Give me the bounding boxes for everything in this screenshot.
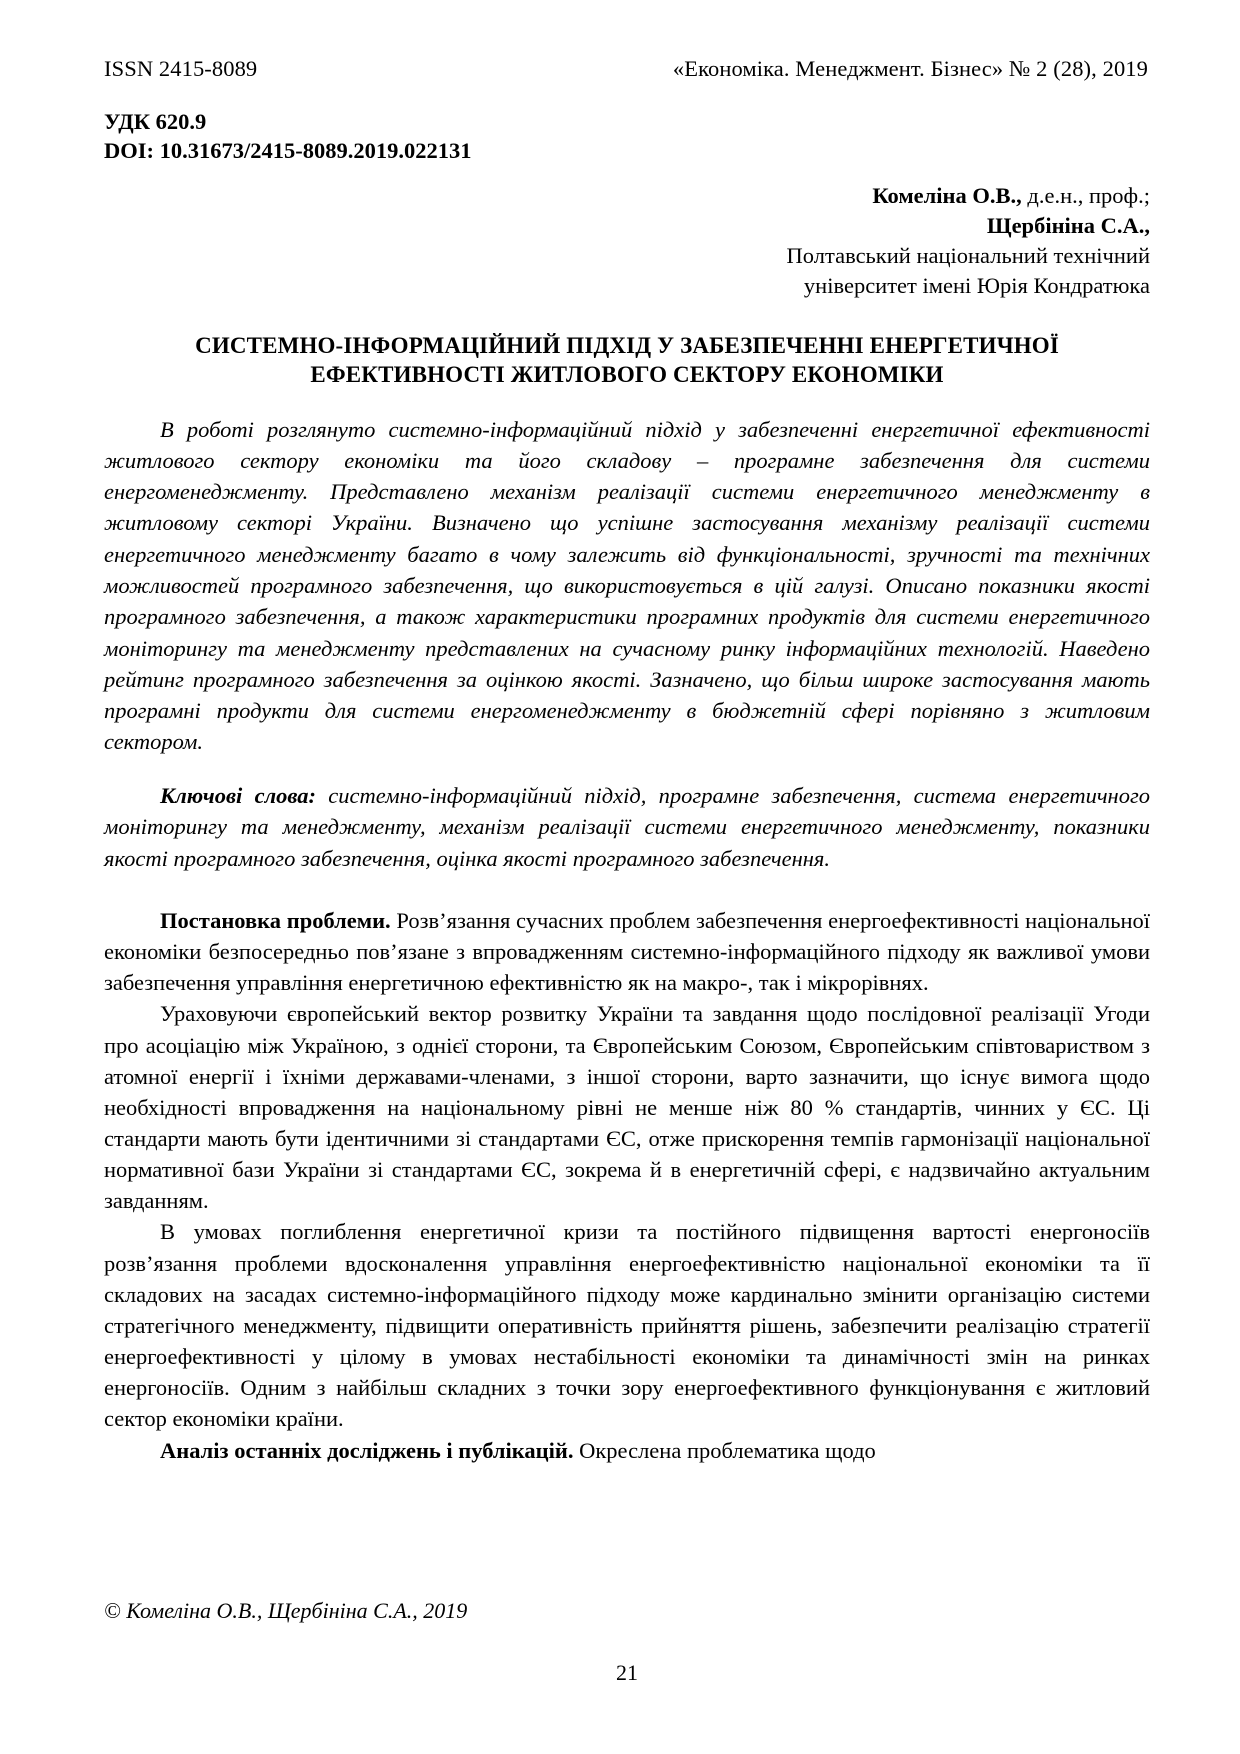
section-heading-problem-statement: Постановка проблеми. xyxy=(160,907,391,933)
body-paragraph-1 xyxy=(104,905,1150,998)
keywords-text: системно-інформаційний підхід, програмне забезпечення, система енергетичного моніторингу та менеджменту, механізм реалізації системи енергетичного менеджменту, показники якості програмного забезпечення, оцінка якості програмного забезпечення. xyxy=(104,783,1150,871)
author-line-2 xyxy=(104,211,1150,241)
issn-text: ISSN 2415-8089 xyxy=(104,56,258,81)
doi-code: DOI: 10.31673/2415-8089.2019.022131 xyxy=(104,137,472,163)
body-section xyxy=(104,905,1150,1466)
author-name-2: Щербініна С.А., xyxy=(986,213,1150,239)
journal-reference-text: «Економіка. Менеджмент. Бізнес» № 2 (28), 2019 xyxy=(672,56,1148,81)
body-paragraph-3: В умовах поглиблення енергетичної кризи та постійного підвищення вартості енергоносіїв розв’язання проблеми вдосконалення управління енергоефективністю національної економіки та її складових на засадах системно-інформаційного підходу може кардинально змінити організацію системи стратегічного менеджменту, підвищити оперативність прийняття рішень, забезпечити реалізацію стратегії енергоефективності у цілому в умовах нестабільності економіки та динамічності змін на ринках енергоносіїв. Одним з найбільш складних з точки зору енергоефективного функціонування є житловий сектор економіки країни. xyxy=(104,1219,1150,1432)
author-block xyxy=(104,181,1150,301)
affiliation-line-1: Полтавський національний технічний xyxy=(786,242,1150,268)
keywords-label: Ключові слова: xyxy=(160,783,317,809)
body-paragraph-4-text: Окреслена проблематика щодо xyxy=(573,1437,876,1463)
udc-code: УДК 620.9 xyxy=(104,109,207,134)
page-number: 21 xyxy=(616,1660,638,1685)
article-title-line-1: СИСТЕМНО-ІНФОРМАЦІЙНИЙ ПІДХІД У ЗАБЕЗПЕЧЕННІ ЕНЕРГЕТИЧНОЇ xyxy=(195,332,1059,358)
affiliation-line-2: університет імені Юрія Кондратюка xyxy=(803,272,1150,298)
body-paragraph-2: Ураховуючи європейський вектор розвитку України та завдання щодо послідовної реалізації Угоди про асоціацію між Україною, з однієї сторони, та Європейським Союзом, Європейським співтовариством з атомної енергії і їхніми державами-членами, з іншої сторони, варто зазначити, що існує вимога щодо необхідності впровадження на національному рівні не менше ніж 80 % стандартів, чинних у ЄС. Ці стандарти мають бути ідентичними зі стандартами ЄС, отже прискорення темпів гармонізації національної нормативної бази України зі стандартами ЄС, зокрема й в енергетичній сфері, є надзвичайно актуальним завданням. xyxy=(104,1001,1150,1214)
author-degree-1: д.е.н., проф.; xyxy=(1021,183,1150,209)
running-head xyxy=(104,0,1150,82)
article-title-line-2: ЕФЕКТИВНОСТІ ЖИТЛОВОГО СЕКТОРУ ЕКОНОМІКИ xyxy=(310,362,944,388)
article-title xyxy=(104,331,1150,390)
section-heading-literature-review: Аналіз останніх досліджень і публікацій. xyxy=(160,1437,574,1463)
body-paragraph-1-text: Розв’язання сучасних проблем забезпечення енергоефективності національної економіки безпосередньо пов’язане з впровадженням системно-інформаційного підходу як важливої умови забезпечення управління енергетичною ефективністю як на макро-, так і мікрорівнях. xyxy=(104,907,1150,996)
author-name-1: Комеліна О.В., xyxy=(872,183,1022,209)
body-paragraph-4 xyxy=(104,1435,1150,1466)
abstract-paragraph: В роботі розглянуто системно-інформаційний підхід у забезпеченні енергетичної ефективності житлового сектору економіки та його складову – програмне забезпечення для системи енергоменеджменту. Представлено механізм реалізації системи енергетичного менеджменту в житловому секторі України. Визначено що успішне застосування механізму реалізації системи енергетичного менеджменту багато в чому залежить від функціональності, зручності та технічних можливостей програмного забезпечення, що використовується в цій галузі. Описано показники якості програмного забезпечення, а також характеристики програмних продуктів для системи енергетичного моніторингу та менеджменту представлених на сучасному ринку інформаційних технологій. Наведено рейтинг програмного забезпечення за оцінкою якості. Зазначено, що більш широке застосування мають програмні продукти для системи енергоменеджменту в бюджетній сфері порівняно з житловим сектором. xyxy=(104,416,1150,755)
copyright-line: © Комеліна О.В., Щербініна С.А., 2019 xyxy=(104,1598,468,1623)
page-content xyxy=(104,0,1150,1754)
author-line-1 xyxy=(104,181,1150,211)
keywords-paragraph xyxy=(104,780,1150,874)
identifier-block xyxy=(104,108,1150,165)
